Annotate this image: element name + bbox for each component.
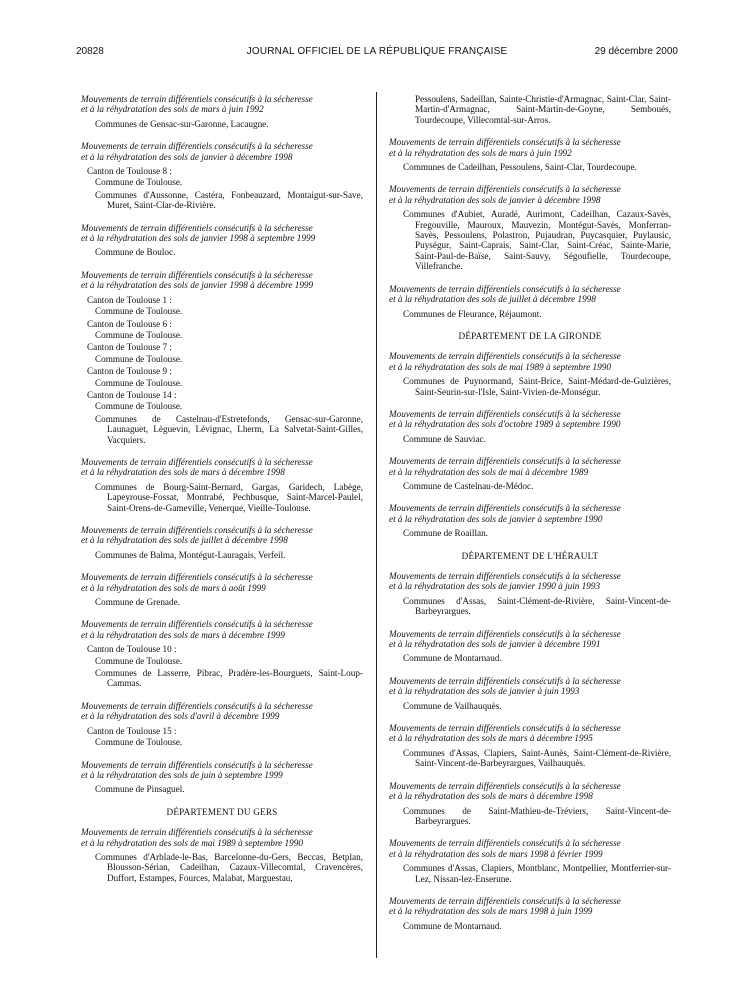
commune-line: Commune de Toulouse. [95, 737, 183, 748]
decree-entry [81, 525, 363, 560]
canton-label: Canton de Toulouse 9 : [87, 366, 172, 377]
communes-list: Communes de Balma, Montégut-Lauragais, Verfeil. [95, 549, 286, 560]
entry-caption: Mouvements de terrain différentiels consécutifs à la sécheresse et à la réhydratation des sols de mars à juin 1992 [389, 137, 621, 158]
commune-line: Commune de Toulouse. [95, 377, 183, 388]
right-column [389, 94, 671, 943]
entry-caption: Mouvements de terrain différentiels consécutifs à la sécheresse et à la réhydratation des sols de mai à décembre 1989 [389, 456, 621, 477]
journal-title: JOURNAL OFFICIEL DE LA RÉPUBLIQUE FRANÇAISE [246, 46, 508, 57]
communes-list: Communes de Gensac-sur-Garonne, Lacaugne. [95, 118, 269, 129]
communes-list: Communes d'Assas, Saint-Clément-de-Rivière, Saint-Vincent-de-Barbeyrargues. [403, 595, 671, 617]
decree-entry [389, 351, 671, 397]
decree-entry [389, 838, 671, 884]
decree-entry [81, 270, 363, 445]
communes-list: Communes de Bourg-Saint-Bernard, Gargas, Garidech, Labège, Lapeyrouse-Fossat, Montrabé, Pechbusque, Saint-Marcel-Paulel, Saint-Orens-de-Gameville, Venerque, Vieille-Toulouse. [95, 481, 363, 513]
decree-entry [389, 503, 671, 538]
commune-line: Commune de Toulouse. [95, 353, 183, 364]
entry-caption: Mouvements de terrain différentiels consécutifs à la sécheresse et à la réhydratation des sols d'octobre 1989 à septembre 1990 [389, 408, 621, 430]
canton-label: Canton de Toulouse 15 : [87, 725, 177, 736]
decree-entry [389, 896, 671, 931]
page-header [76, 46, 678, 60]
department-heading: DÉPARTEMENT DE L'HÉRAULT [461, 550, 599, 561]
entry-caption: Mouvements de terrain différentiels consécutifs à la sécheresse et à la réhydratation des sols de janvier 1998 à décembre 1999 [81, 269, 314, 291]
decree-entry [81, 827, 363, 883]
decree-entry [389, 723, 671, 769]
communes-list: Communes de Puynormand, Saint-Brice, Saint-Médard-de-Guizières, Saint-Seurin-sur-l'Isle, Saint-Vivien-de-Monségur. [403, 376, 671, 397]
decree-entry [81, 457, 363, 513]
communes-list: Communes de Castelnau-d'Estretefonds, Gensac-sur-Garonne, Launaguet, Lèguevin, Lévignac, Lherm, La Salvetat-Saint-Gilles, Vacquiers. [95, 413, 363, 445]
entry-caption: Mouvements de terrain différentiels consécutifs à la sécheresse et à la réhydratation des sols de janvier 1998 à septembre 1999 [81, 222, 316, 244]
entry-caption: Mouvements de terrain différentiels consécutifs à la sécheresse et à la réhydratation des sols de janvier à décembre 1998 [389, 184, 621, 205]
entry-caption: Mouvements de terrain différentiels consécutifs à la sécheresse et à la réhydratation des sols de janvier à septembre 1990 [389, 503, 621, 524]
entry-caption: Mouvements de terrain différentiels consécutifs à la sécheresse et à la réhydratation des sols de janvier à décembre 1991 [389, 628, 621, 650]
decree-entry [81, 223, 363, 258]
canton-label: Canton de Toulouse 7 : [87, 342, 172, 353]
decree-entry [389, 456, 671, 491]
decree-entry [81, 141, 363, 210]
decree-entry [389, 571, 671, 617]
commune-line: Commune de Sauviac. [403, 433, 486, 444]
decree-entry [81, 760, 363, 795]
communes-list: Pessoulens, Sadeillan, Sainte-Christie-d'Armagnac, Saint-Clar, Saint-Martin-d'Armagnac, Saint-Martin-de-Goyne, Semboués, Tourdecoupe, Villecomtal-sur-Arros. [415, 94, 671, 125]
decree-entry [389, 184, 671, 271]
commune-line: Commune de Pinsaguel. [95, 784, 185, 795]
commune-line: Commune de Grenade. [95, 597, 180, 608]
canton-label: Canton de Toulouse 1 : [87, 294, 172, 305]
communes-list: Communes d'Assas, Clapiers, Saint-Aunès, Saint-Clément-de-Rivière, Saint-Vincent-de-Barbeyrargues, Vailhauquès. [403, 747, 671, 769]
entry-caption: Mouvements de terrain différentiels consécutifs à la sécheresse et à la réhydratation des sols de mars à juin 1992 [81, 94, 313, 115]
commune-line: Commune de Montarnaud. [403, 653, 502, 664]
decree-entry-continued [389, 94, 671, 125]
decree-entry [389, 409, 671, 444]
decree-entry [81, 572, 363, 607]
column-divider [376, 92, 377, 958]
commune-line: Commune de Montarnaud. [403, 920, 502, 931]
communes-list: Communes de Lasserre, Pibrac, Pradère-les-Bourguets, Saint-Loup-Cammas. [95, 668, 363, 689]
communes-list: Communes de Cadeilhan, Pessoulens, Saint-Clar, Tourdecoupe. [403, 162, 637, 173]
entry-caption: Mouvements de terrain différentiels consécutifs à la sécheresse et à la réhydratation des sols de mars à décembre 1999 [81, 619, 313, 640]
entry-caption: Mouvements de terrain différentiels consécutifs à la sécheresse et à la réhydratation des sols de mars à août 1999 [81, 572, 313, 593]
entry-caption: Mouvements de terrain différentiels consécutifs à la sécheresse et à la réhydratation des sols de mars à décembre 1998 [81, 456, 313, 478]
commune-line: Commune de Toulouse. [95, 329, 183, 340]
entry-caption: Mouvements de terrain différentiels consécutifs à la sécheresse et à la réhydratation des sols de mars à décembre 1995 [389, 723, 621, 744]
communes-list: Communes d'Aubiet, Auradé, Aurimont, Cadeilhan, Cazaux-Savès, Fregouville, Mauroux, Mauvezin, Montégut-Savès, Monferran-Savès, Pessoulens, Polastron, Pujaudran, Puycasquier, Puylausic, Puységur, Saint-Caprais, Saint-Clar, Saint-Créac, Sainte-Marie, Saint-Paul-de-Baïse, Saint-Sauvy, Ségoufielle, Tourdecoupe, Villefranche. [403, 209, 671, 272]
entry-caption: Mouvements de terrain différentiels consécutifs à la sécheresse et à la réhydratation des sols de juillet à décembre 1998 [389, 283, 621, 305]
entry-caption: Mouvements de terrain différentiels consécutifs à la sécheresse et à la réhydratation des sols d'avril à décembre 1999 [81, 700, 313, 722]
commune-line: Commune de Toulouse. [95, 306, 183, 317]
entry-caption: Mouvements de terrain différentiels consécutifs à la sécheresse et à la réhydratation des sols de mars à décembre 1998 [389, 780, 621, 802]
entry-caption: Mouvements de terrain différentiels consécutifs à la sécheresse et à la réhydratation des sols de juin à septembre 1999 [81, 759, 313, 780]
commune-line: Commune de Toulouse. [95, 401, 183, 412]
department-heading: DÉPARTEMENT DE LA GIRONDE [458, 330, 602, 341]
commune-line: Commune de Toulouse. [95, 177, 183, 188]
entry-caption: Mouvements de terrain différentiels consécutifs à la sécheresse et à la réhydratation des sols de janvier à juin 1993 [389, 675, 621, 697]
canton-label: Canton de Toulouse 10 : [87, 644, 177, 655]
commune-line: Commune de Toulouse. [95, 655, 183, 666]
communes-list: Communes de Fleurance, Réjaumont. [403, 308, 542, 319]
canton-label: Canton de Toulouse 6 : [87, 318, 172, 329]
decree-entry [389, 629, 671, 664]
entry-caption: Mouvements de terrain différentiels consécutifs à la sécheresse et à la réhydratation des sols de mars 1998 à février 1999 [389, 838, 621, 859]
decree-entry [81, 94, 363, 129]
canton-label: Canton de Toulouse 8 : [87, 166, 172, 177]
communes-list: Communes de Saint-Mathieu-de-Tréviers, Saint-Vincent-de-Barbeyrargues. [403, 805, 671, 826]
commune-line: Commune de Roaillan. [403, 528, 488, 539]
entry-caption: Mouvements de terrain différentiels consécutifs à la sécheresse et à la réhydratation des sols de mai 1989 à septembre 1990 [389, 351, 621, 372]
left-column [81, 94, 363, 895]
entry-caption: Mouvements de terrain différentiels consécutifs à la sécheresse et à la réhydratation des sols de mai 1989 à septembre 1990 [81, 827, 313, 848]
communes-list: Communes d'Assas, Clapiers, Montblanc, Montpellier, Montferrier-sur-Lez, Nissan-lez-Enserune. [403, 863, 671, 884]
commune-line: Commune de Castelnau-de-Médoc. [403, 480, 534, 491]
decree-entry [389, 676, 671, 711]
commune-line: Commune de Bouloc. [95, 247, 176, 258]
page-number: 20828 [76, 46, 104, 57]
decree-entry [389, 781, 671, 827]
entry-caption: Mouvements de terrain différentiels consécutifs à la sécheresse et à la réhydratation des sols de janvier 1990 à juin 1993 [389, 571, 621, 592]
department-heading: DÉPARTEMENT DU GERS [166, 806, 278, 817]
publication-date: 29 décembre 2000 [594, 46, 678, 57]
entry-caption: Mouvements de terrain différentiels consécutifs à la sécheresse et à la réhydratation des sols de juillet à décembre 1998 [81, 525, 313, 546]
decree-entry [81, 701, 363, 748]
communes-list: Communes d'Aussonne, Castéra, Fonbeauzard, Montaigut-sur-Save, Muret, Saint-Clar-de-Rivière. [95, 189, 363, 211]
canton-label: Canton de Toulouse 14 : [87, 389, 177, 400]
entry-caption: Mouvements de terrain différentiels consécutifs à la sécheresse et à la réhydratation des sols de janvier à décembre 1998 [81, 141, 313, 162]
decree-entry [389, 284, 671, 319]
commune-line: Commune de Vailhauquès. [403, 700, 502, 711]
decree-entry [81, 619, 363, 688]
entry-caption: Mouvements de terrain différentiels consécutifs à la sécheresse et à la réhydratation des sols de mars 1998 à juin 1999 [389, 895, 621, 917]
communes-list: Communes d'Arblade-le-Bas, Barcelonne-du-Gers, Beccas, Betplan, Blousson-Sérian, Cadeilhan, Cazaux-Villecomtal, Cravencères, Duffort, Estampes, Fources, Malabat, Marguestau, [95, 851, 363, 883]
decree-entry [389, 137, 671, 172]
